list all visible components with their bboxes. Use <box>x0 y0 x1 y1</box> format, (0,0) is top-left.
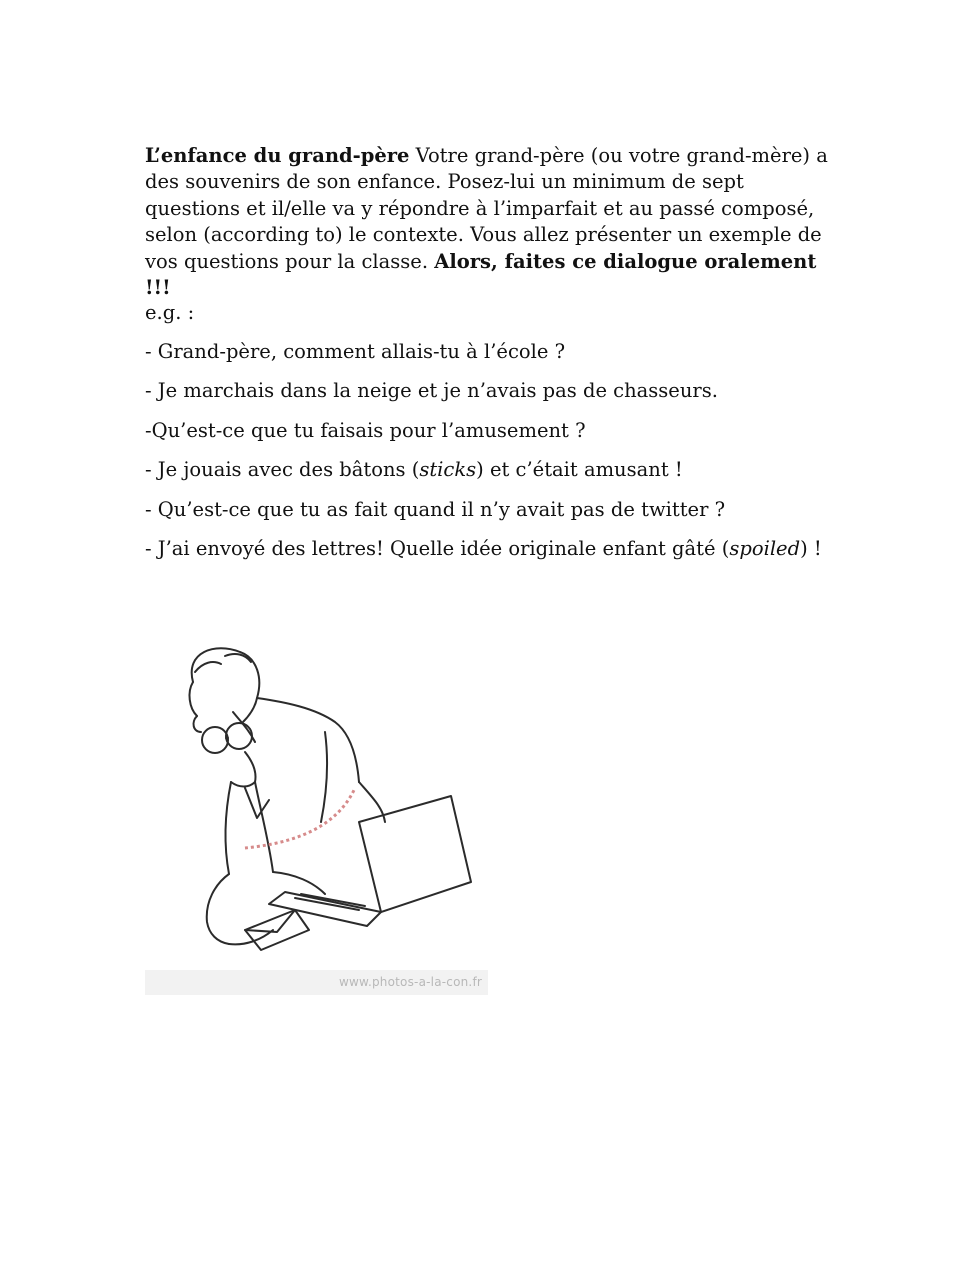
watermark-bar <box>145 970 488 995</box>
intro-instruction: Alors, faites ce dialogue oralement !!! <box>145 249 817 300</box>
italic-term: sticks <box>419 458 477 482</box>
dialogue-line: - Je jouais avec des bâtons (sticks) et c’était amusant ! <box>145 458 683 482</box>
watermark-text: www.photos-a-la-con.fr <box>339 975 482 989</box>
dialogue-line: - Je marchais dans la neige et je n’avais pas de chasseurs. <box>145 379 718 403</box>
dialogue-line: - Grand-père, comment allais-tu à l’école ? <box>145 340 566 363</box>
dialogue-line: -Qu’est-ce que tu faisais pour l’amusement ? <box>145 418 586 442</box>
intro-paragraph <box>145 143 845 301</box>
dialogue-line: - Qu’est-ce que tu as fait quand il n’y avait pas de twitter ? <box>145 497 726 521</box>
intro-title: L’enfance du grand-père <box>145 144 410 167</box>
italic-term: spoiled <box>729 536 801 560</box>
dialogue-line: - J’ai envoyé des lettres! Quelle idée originale enfant gâté (spoiled) ! <box>145 536 822 560</box>
old-man-laptop-drawing-icon <box>145 612 490 997</box>
intro-body: Votre grand-père (ou votre grand-mère) a des souvenirs de son enfance. Posez-lui un minimum de sept questions et il/elle va y répondre à l’imparfait et au passé composé, selon (according to) le contexte. Vous allez présenter un exemple de vos questions pour la classe. <box>145 144 828 273</box>
dialogue-list <box>145 339 865 575</box>
example-label: e.g. : <box>145 301 195 324</box>
